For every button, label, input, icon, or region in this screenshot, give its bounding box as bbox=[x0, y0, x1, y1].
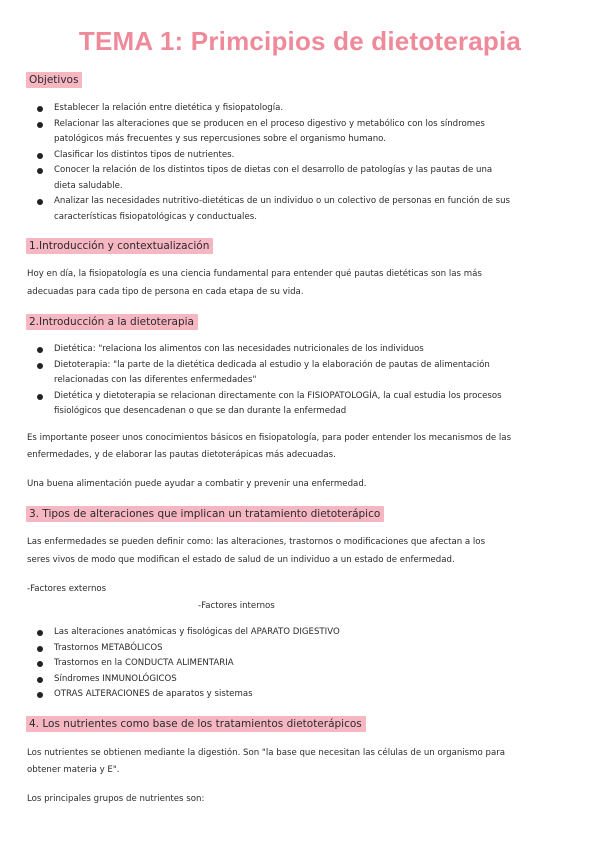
list-item-text: Clasificar los distintos tipos de nutrientes. bbox=[54, 149, 235, 160]
list-item bbox=[34, 672, 574, 688]
section-3-text-line: seres vivos de modo que modifican el estado de salud de un individuo a un estado de enfermedad. bbox=[27, 555, 455, 565]
list-item bbox=[34, 194, 574, 225]
section-4-groups-line: Los principales grupos de nutrientes son: bbox=[27, 794, 205, 804]
list-item-text: dieta saludable. bbox=[54, 180, 123, 191]
list-item bbox=[34, 101, 574, 117]
list-item bbox=[34, 687, 574, 703]
list-item-text: relacionadas con las diferentes enfermedades" bbox=[54, 375, 257, 385]
page-title: TEMA 1: Primcipios de dietoterapia bbox=[78, 26, 522, 56]
list-item-text: Dietética y dietoterapia se relacionan directamente con la FISIOPATOLOGÍA, la cual estudia los procesos bbox=[54, 390, 502, 401]
list-item bbox=[34, 148, 574, 164]
section-2-heading: 2.Introducción a la dietoterapia bbox=[26, 314, 198, 330]
section-2-paragraph: Una buena alimentación puede ayudar a combatir y prevenir una enfermedad. bbox=[27, 479, 367, 489]
section-1-text-line: Hoy en día, la fisiopatología es una ciencia fundamental para entender qué pautas dietéticas son las más bbox=[27, 269, 482, 279]
objectives-list bbox=[34, 101, 574, 225]
section-2-paragraph-line: enfermedades, y de elaborar las pautas dietoterápicas más adecuadas. bbox=[27, 450, 336, 460]
section-3-heading: 3. Tipos de alteraciones que implican un tratamiento dietoterápico bbox=[26, 506, 384, 522]
section-2-paragraph-line: Es importante poseer unos conocimientos básicos en fisiopatología, para poder entender los mecanismos de las bbox=[27, 433, 512, 443]
list-item-text: fisiológicos que desencadenan o que se dan durante la enfermedad bbox=[54, 406, 347, 416]
list-item-text: Dietética: "relaciona los alimentos con las necesidades nutricionales de los individuos bbox=[54, 344, 424, 354]
list-item-text: Síndromes INMUNOLÓGICOS bbox=[54, 673, 177, 684]
list-item-text: patológicos más frecuentes y sus repercusiones sobre el organismo humano. bbox=[54, 134, 387, 144]
section-1-heading: 1.Introducción y contextualización bbox=[26, 238, 213, 254]
list-item bbox=[34, 625, 574, 641]
list-item-text: Trastornos en la CONDUCTA ALIMENTARIA bbox=[54, 658, 234, 668]
list-item bbox=[34, 117, 574, 148]
list-item bbox=[34, 342, 574, 358]
external-factors-label: -Factores externos bbox=[27, 584, 107, 594]
list-item-text: Establecer la relación entre dietética y fisiopatología. bbox=[54, 103, 284, 113]
list-item-text: OTRAS ALTERACIONES de aparatos y sistemas bbox=[54, 689, 253, 699]
internal-factors-label: -Factores internos bbox=[198, 601, 275, 611]
section-4-text-line: obtener materia y E". bbox=[27, 765, 120, 775]
list-item bbox=[34, 641, 574, 657]
list-item bbox=[34, 656, 574, 672]
section-4-text-line: Los nutrientes se obtienen mediante la digestión. Son "la base que necesitan las células de un organismo para bbox=[27, 748, 506, 758]
list-item-text: Relacionar las alteraciones que se producen en el proceso digestivo y metabólico con los síndromes bbox=[54, 118, 485, 129]
list-item-text: Trastornos METABÓLICOS bbox=[54, 642, 163, 653]
list-item-text: Dietoterapia: "la parte de la dietética dedicada al estudio y la elaboración de pautas de alimentación bbox=[54, 359, 490, 370]
section-3-text-line: Las enfermedades se pueden definir como: las alteraciones, trastornos o modificaciones que afectan a los bbox=[27, 537, 486, 547]
list-item-text: Analizar las necesidades nutritivo-dietéticas de un individuo o un colectivo de personas en función de sus bbox=[54, 196, 511, 206]
section-2-list bbox=[34, 342, 574, 420]
objectives-heading: Objetivos bbox=[26, 72, 82, 88]
list-item bbox=[34, 389, 574, 420]
list-item bbox=[34, 358, 574, 389]
list-item-text: características fisiopatológicas y conductuales. bbox=[54, 211, 257, 222]
list-item-text: Las alteraciones anatómicas y fisológicas del APARATO DIGESTIVO bbox=[54, 627, 340, 637]
section-4-heading: 4. Los nutrientes como base de los tratamientos dietoterápicos bbox=[26, 716, 366, 732]
section-3-list bbox=[34, 625, 574, 703]
section-1-text-line: adecuadas para cada tipo de persona en cada etapa de su vida. bbox=[27, 287, 304, 297]
list-item bbox=[34, 163, 574, 194]
list-item-text: Conocer la relación de los distintos tipos de dietas con el desarrollo de patologías y las pautas de una bbox=[54, 165, 493, 175]
